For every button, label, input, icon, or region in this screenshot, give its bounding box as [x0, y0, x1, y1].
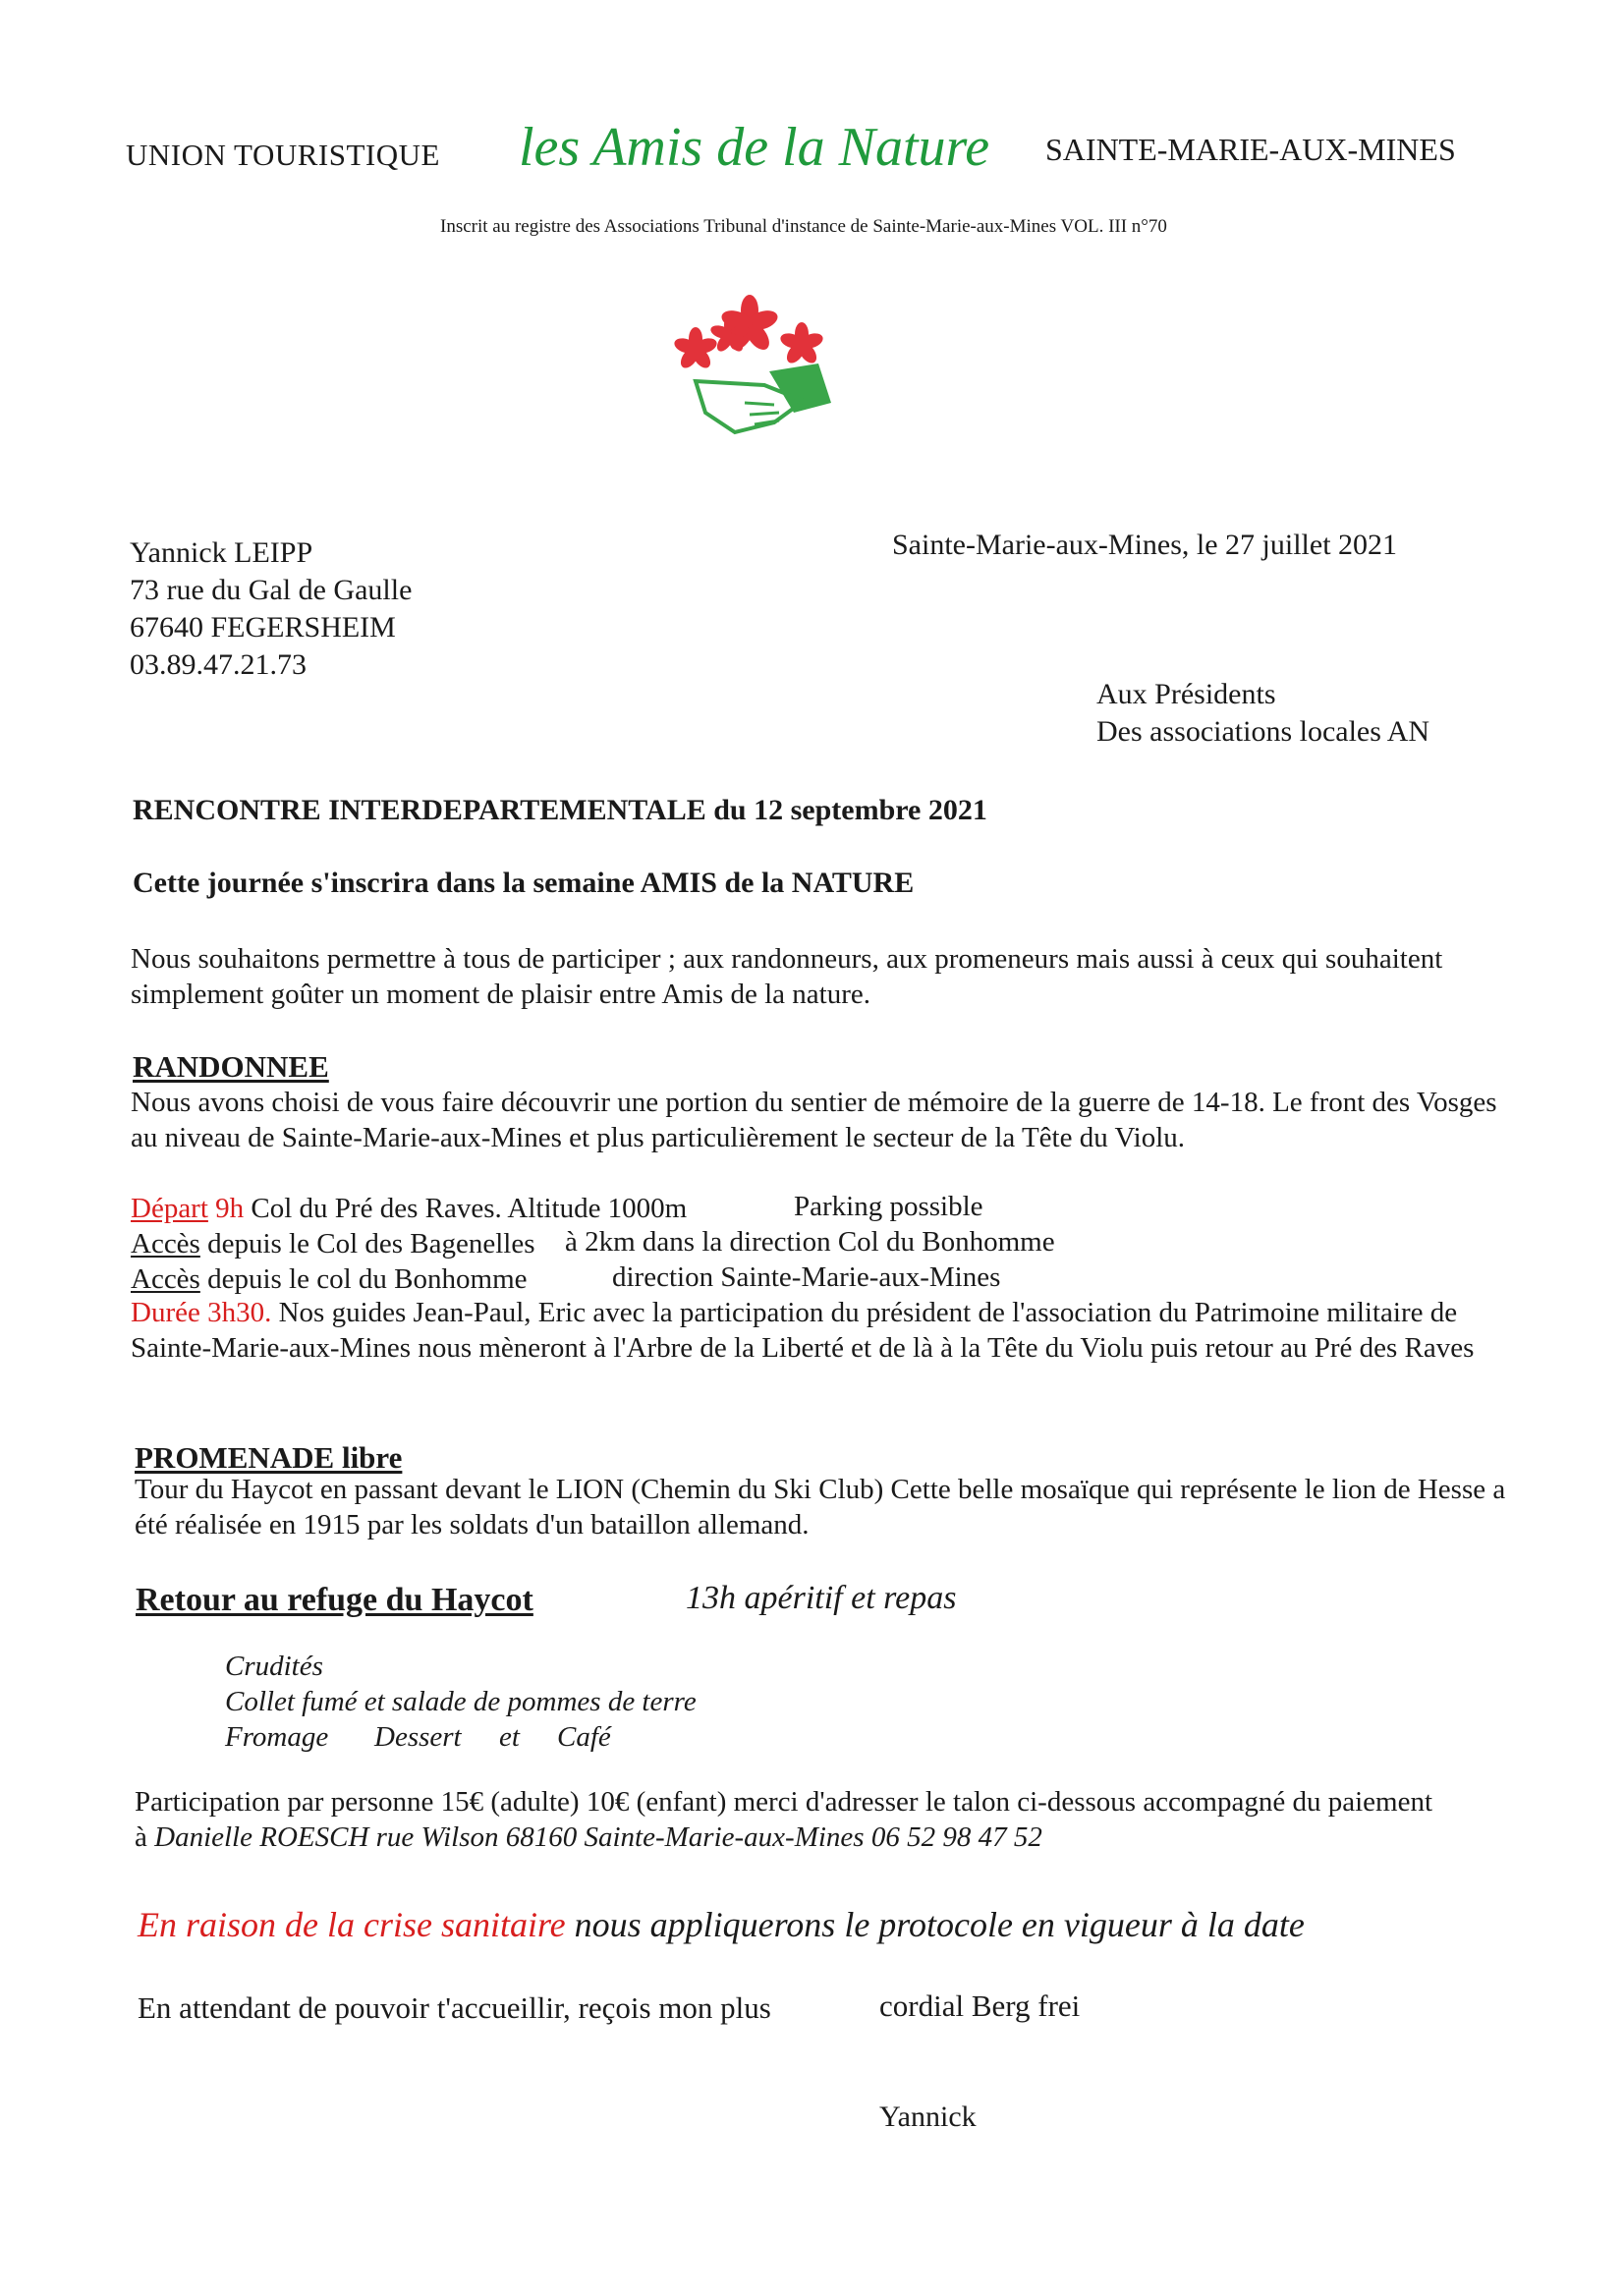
flowers-handshake-logo [656, 295, 853, 452]
covid-notice-red: En raison de la crise sanitaire [138, 1905, 566, 1944]
randonnee-text: Nous avons choisi de vous faire découvrir une portion du sentier de mémoire de la guerre de 14-18. Le front des Vosges au niveau de Sainte-Marie-aux-Mines et plus particulièrement le secteur de la Tête du Violu. [131, 1087, 1497, 1153]
acces-line-2 [131, 1261, 528, 1297]
parking-note: Parking possible [794, 1191, 983, 1222]
duree-text: Nos guides Jean-Paul, Eric avec la participation du président de l'association du Patrimoine militaire de Sainte-Marie-aux-Mines nous mèneront à l'Arbre de la Liberté et de là à la Tête du Violu puis retour au Pré des Raves [131, 1297, 1475, 1364]
retour-heading: Retour au refuge du Haycot [136, 1582, 533, 1618]
sender-city: 67640 FEGERSHEIM [130, 611, 396, 644]
acces-label-2: Accès [131, 1263, 200, 1295]
randonnee-heading: RANDONNEE [133, 1049, 329, 1084]
event-subtitle: Cette journée s'inscrira dans la semaine AMIS de la NATURE [133, 867, 915, 899]
signature-name: Yannick [879, 2100, 977, 2133]
recipient-line-1: Aux Présidents [1096, 678, 1276, 710]
acces-line-1 [131, 1226, 535, 1261]
menu-item-dessert: Dessert [374, 1721, 462, 1753]
place-date: Sainte-Marie-aux-Mines, le 27 juillet 2021 [892, 529, 1398, 561]
acces-label-1: Accès [131, 1228, 200, 1260]
sender-street: 73 rue du Gal de Gaulle [130, 574, 413, 606]
participation-line-2 [135, 1820, 1042, 1855]
intro-paragraph: Nous souhaitons permettre à tous de participer ; aux randonneurs, aux promeneurs mais aussi à ceux qui souhaitent simplement goûter un moment de plaisir entre Amis de la nature. [131, 943, 1443, 1010]
acces-direction-1: à 2km dans la direction Col du Bonhomme [565, 1226, 1055, 1258]
participation-prefix: à [135, 1821, 147, 1853]
duree-paragraph [131, 1295, 1516, 1366]
menu-item-collet: Collet fumé et salade de pommes de terre [225, 1686, 697, 1717]
duree-label: Durée 3h30. [131, 1297, 272, 1328]
event-title: RENCONTRE INTERDEPARTEMENTALE du 12 septembre 2021 [133, 794, 987, 826]
depart-text: Col du Pré des Raves. Altitude 1000m [251, 1193, 688, 1224]
covid-notice-rest: nous appliquerons le protocole en vigueur à la date [574, 1905, 1305, 1944]
union-touristique-label: UNION TOURISTIQUE [126, 138, 440, 172]
promenade-heading: PROMENADE libre [135, 1440, 403, 1475]
sender-phone: 03.89.47.21.73 [130, 648, 307, 681]
promenade-text: Tour du Haycot en passant devant le LION (Chemin du Ski Club) Cette belle mosaïque qui représente le lion de Hesse a été réalisée en 1915 par les soldats d'un bataillon allemand. [135, 1474, 1506, 1540]
depart-time: 9h [215, 1193, 245, 1224]
acces-from-1: depuis le Col des Bagenelles [207, 1228, 535, 1260]
depart-label: Départ [131, 1193, 208, 1224]
closing-part-2: cordial Berg frei [879, 1988, 1081, 2023]
menu-item-cafe: Café [557, 1721, 611, 1753]
menu-item-fromage: Fromage [225, 1721, 329, 1753]
retour-time: 13h apéritif et repas [686, 1580, 957, 1616]
sender-name: Yannick LEIPP [130, 536, 313, 569]
participation-contact: Danielle ROESCH rue Wilson 68160 Sainte-Marie-aux-Mines 06 52 98 47 52 [154, 1821, 1042, 1853]
closing-part-1: En attendant de pouvoir t'accueillir, reçois mon plus [138, 1990, 771, 2025]
participation-line-1: Participation par personne 15€ (adulte) 10€ (enfant) merci d'adresser le talon ci-dessous accompagné du paiement [135, 1786, 1433, 1818]
brand-name: les Amis de la Nature [519, 117, 990, 178]
menu-item-et: et [499, 1721, 520, 1753]
menu-item-crudites: Crudités [225, 1651, 323, 1682]
depart-line [131, 1191, 687, 1226]
acces-from-2: depuis le col du Bonhomme [207, 1263, 528, 1295]
town-label: SAINTE-MARIE-AUX-MINES [1045, 132, 1456, 167]
acces-direction-2: direction Sainte-Marie-aux-Mines [612, 1261, 1001, 1293]
covid-notice [138, 1904, 1305, 1945]
registry-line: Inscrit au registre des Associations Tribunal d'instance de Sainte-Marie-aux-Mines VOL. III n°70 [440, 216, 1167, 237]
recipient-line-2: Des associations locales AN [1096, 715, 1430, 748]
